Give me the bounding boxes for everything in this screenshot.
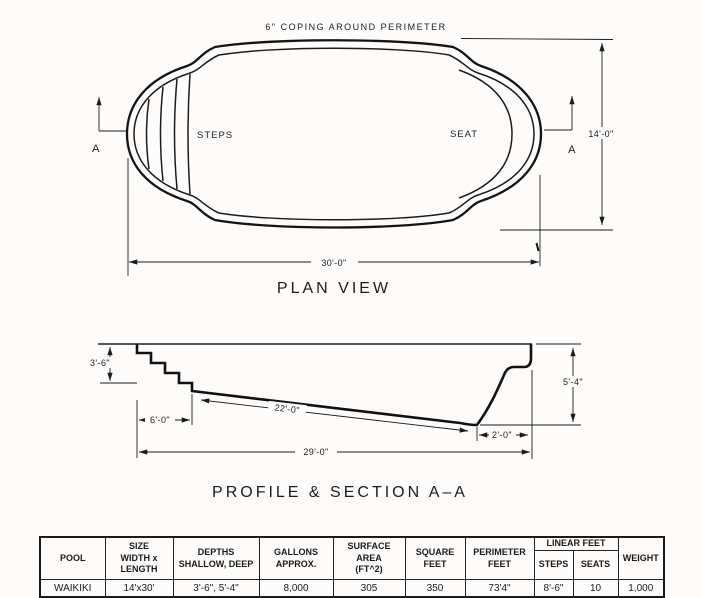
header-text: PERIMETER	[473, 546, 526, 557]
length-dim-label: 30'-0"	[321, 258, 347, 268]
col-header-seats: SEATS	[573, 551, 618, 580]
overall-length-dimension	[139, 370, 532, 459]
col-header-gallons	[259, 537, 333, 580]
cell-gallons: 8,000	[259, 580, 333, 598]
header-text: APPROX.	[275, 558, 317, 569]
col-header-size	[105, 537, 173, 580]
header-text: FEET	[423, 558, 447, 569]
spec-table	[39, 536, 665, 598]
col-header-depths	[173, 537, 259, 580]
width-dim-label: 14'-0"	[588, 129, 614, 139]
deep-flat-dimension	[477, 427, 528, 441]
cell-square-feet: 350	[405, 580, 465, 598]
header-text: FEET	[487, 558, 511, 569]
col-header-perimeter-feet	[465, 537, 534, 580]
pool-outer-outline	[127, 40, 541, 227]
header-text: SHALLOW, DEEP	[178, 558, 254, 569]
cell-perimeter-feet: 73'4"	[465, 580, 534, 598]
col-header-steps: STEPS	[534, 551, 573, 580]
profile-section-title: PROFILE & SECTION A–A	[212, 484, 468, 501]
steps-label: STEPS	[197, 130, 234, 141]
header-text: POOL	[59, 552, 86, 563]
seat-label: SEAT	[449, 129, 479, 140]
steps-run-label: 6'-0"	[150, 415, 170, 425]
section-a-label: A	[92, 143, 100, 155]
col-header-linear-feet: LINEAR FEET	[534, 537, 618, 551]
shallow-depth-dimension	[87, 347, 137, 383]
cell-weight: 1,000	[618, 580, 664, 598]
table-row-waikiki	[40, 580, 664, 598]
slope-run-label: 22'-0"	[274, 402, 301, 416]
header-text: DEPTHS	[197, 546, 235, 557]
plan-view	[92, 22, 620, 297]
header-text: LENGTH	[120, 564, 158, 575]
overall-length-label: 29'-0"	[303, 447, 329, 457]
header-text: SQUARE	[415, 546, 455, 557]
deep-depth-label: 5'-4"	[563, 377, 583, 387]
coping-leader-line	[461, 39, 613, 40]
header-text: (FT^2)	[355, 564, 383, 575]
col-header-pool	[40, 537, 105, 580]
width-dimension	[500, 43, 620, 230]
shallow-depth-label: 3'-6"	[90, 358, 110, 368]
cell-pool-name: WAIKIKI	[40, 580, 105, 598]
plan-view-title: PLAN VIEW	[276, 280, 392, 297]
header-text: SURFACE	[347, 540, 391, 551]
header-text: AREA	[356, 552, 382, 563]
cell-linear-seats: 10	[573, 580, 618, 598]
section-a-label: A	[568, 144, 576, 156]
cell-surface-area: 305	[333, 580, 405, 598]
header-text: SIZE	[128, 540, 149, 551]
steps-run-dimension	[137, 394, 192, 458]
profile-floor-outline	[137, 344, 531, 425]
cell-size: 14'x30'	[105, 580, 173, 598]
deep-depth-dimension	[480, 348, 590, 425]
slope-run-dimension	[201, 400, 468, 431]
coping-note-label: 6" COPING AROUND PERIMETER	[265, 22, 447, 32]
cell-depths: 3'-6", 5'-4"	[173, 580, 259, 598]
header-text: WIDTH x	[120, 552, 158, 563]
length-dimension	[128, 158, 540, 276]
col-header-square-feet	[405, 537, 465, 580]
profile-section	[87, 344, 590, 501]
section-marker-right	[544, 96, 576, 156]
section-marker-left	[92, 97, 126, 155]
cell-linear-steps: 8'-6"	[534, 580, 573, 598]
deep-flat-label: 2'-0"	[492, 430, 512, 440]
col-header-weight: WEIGHT	[618, 537, 664, 580]
col-header-surface-area	[333, 537, 405, 580]
header-text: GALLONS	[274, 546, 318, 557]
